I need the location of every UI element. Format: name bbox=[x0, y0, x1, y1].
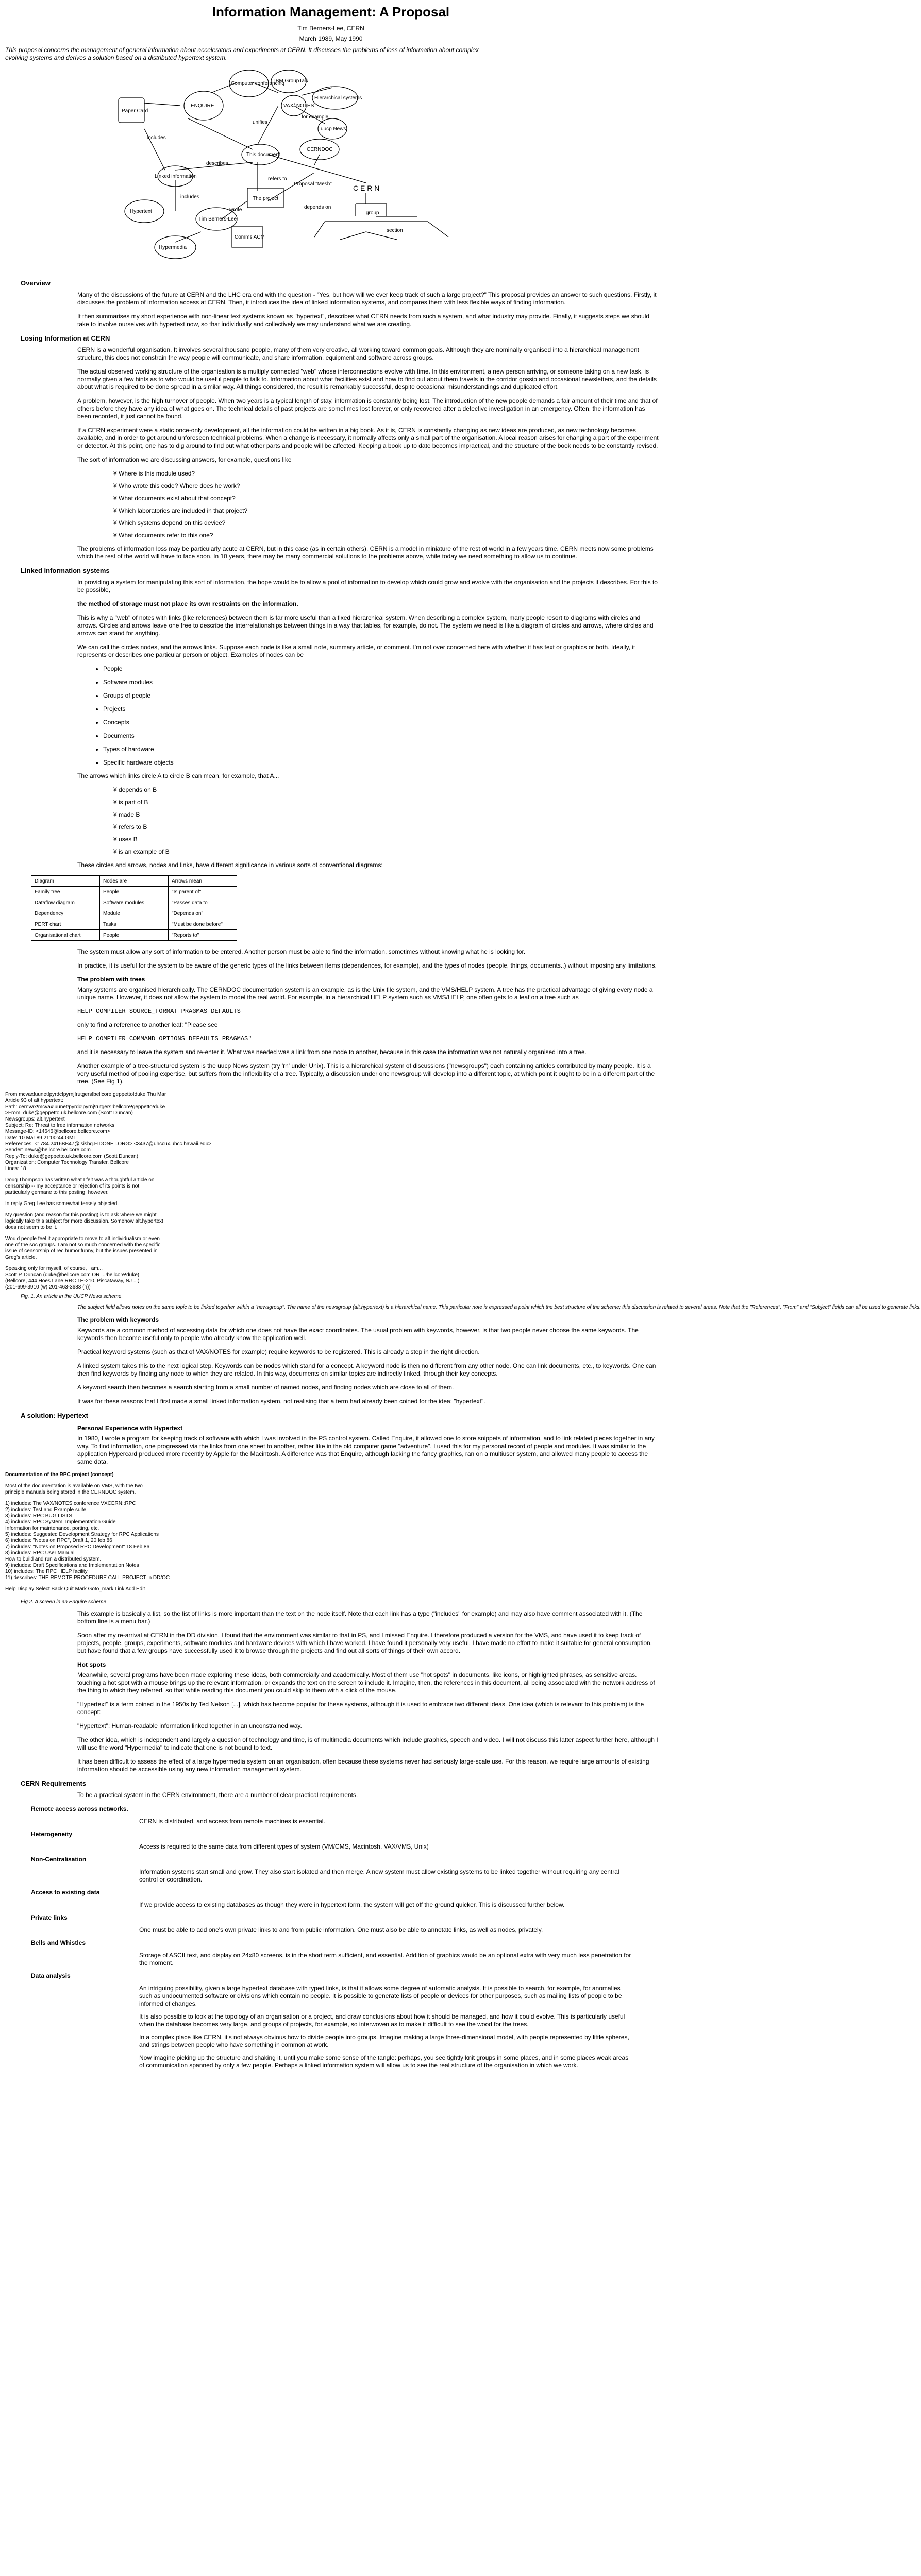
paragraph: Many systems are organised hierarchically. The CERNDOC documentation system is an example, as is the Unix file system, and the VMS/HELP system. A tree has the practical advantage of giving every node a unique name. However, it does not allow the system to model the real world. For example, in a hierarchical HELP system such as VMS/HELP, one often gets to a leaf on a tree such as bbox=[77, 986, 653, 1001]
requirement-desc: If we provide access to existing databases as though they were in hypertext form, the system will get off the ground quicker. This is discussed further below. bbox=[139, 1901, 565, 1908]
rpc-line: 1) includes: The VAX/NOTES conference VXCERN::RPC bbox=[5, 1501, 136, 1506]
list-item: ¥ made B bbox=[113, 811, 140, 818]
paragraph: In 1980, I wrote a program for keeping track of software with which I was involved in the PS control system. Called Enquire, it allowed one to store snippets of information, and to link related pieces together in any way. To find information, one progressed via the links from one sheet to another, rather like in the old computer game "adventure". I used this for my personal record of people and modules. It was similar to the application Hypercard produced more recently by Apple for the Macintosh. A difference was that Enquire, although lacking the fancy graphics, ran on a multiuser system, and allowed many people to access the same data. bbox=[77, 1435, 655, 1465]
article-line: Speaking only for myself, of course, I am... bbox=[5, 1266, 103, 1272]
article-line: Path: cernvax!mcvax!uunet!pyrdc!pyrnj!rutgers!bellcore!geppetto!duke bbox=[5, 1104, 165, 1110]
paragraph: If a CERN experiment were a static once-only development, all the information could be written in a big book. As it is, CERN is constantly changing as new ideas are produced, as new technology becomes available, and in order to get around unforeseen technical problems. When a change is necessary, it normally affects only a small part of the organisation. A local reason arises for changing a part of the experiment or detector. At this point, one has to dig around to find out what other parts and people will be affected. Keeping a book up to date becomes impractical, and the structure of the book needs to be constantly revised. bbox=[77, 427, 659, 449]
node-cerndoc: CERNDOC bbox=[307, 147, 333, 152]
table-row bbox=[31, 919, 237, 930]
heading-problem-keywords: The problem with keywords bbox=[77, 1316, 159, 1324]
heading-linked-information: Linked information systems bbox=[21, 567, 110, 574]
heading-solution: A solution: Hypertext bbox=[21, 1412, 88, 1419]
rpc-line: principle manuals being stored in the CERNDOC system. bbox=[5, 1489, 136, 1495]
node-proposal-mesh: Proposal "Mesh" bbox=[294, 181, 332, 187]
requirement-term: Heterogeneity bbox=[31, 1831, 73, 1838]
link-depends-on: depends on bbox=[304, 205, 331, 210]
article-line: Article 93 of alt.hypertext: bbox=[5, 1098, 63, 1104]
article-line: In reply Greg Lee has somewhat tersely objected. bbox=[5, 1201, 119, 1207]
rpc-line: 6) includes: "Notes on RPC", Draft 1, 20 feb 86 bbox=[5, 1538, 112, 1544]
list-item: • Software modules bbox=[103, 679, 662, 686]
help-path-1: HELP COMPILER SOURCE_FORMAT PRAGMAS DEFAULTS bbox=[77, 1008, 241, 1015]
paragraph: It has been difficult to assess the effect of a large hypermedia system on an organisation, often because these systems never had seriously large-scale use. For this reason, we require large amounts of existing information should be accessible using any new information management system. bbox=[77, 1758, 649, 1773]
node-hypermedia: Hypermedia bbox=[159, 245, 187, 250]
requirement-desc: Storage of ASCII text, and display on 24x80 screens, is in the short term sufficient, and essential. Addition of graphics would be an optional extra with very much less penetration for the moment. bbox=[139, 1952, 631, 1967]
requirements-list bbox=[0, 1805, 662, 2070]
requirement-term: Non-Centralisation bbox=[31, 1856, 87, 1863]
heading-losing-information: Losing Information at CERN bbox=[21, 334, 110, 342]
requirement-desc: CERN is distributed, and access from remote machines is essential. bbox=[139, 1818, 325, 1825]
list-item: ¥ uses B bbox=[113, 836, 138, 843]
table-cell: "Is parent of" bbox=[169, 887, 237, 897]
requirement-term: Private links bbox=[31, 1914, 68, 1921]
link-includes: includes bbox=[147, 135, 166, 141]
enquire-screen-figure bbox=[5, 1472, 662, 1581]
node-enquire: ENQUIRE bbox=[191, 103, 214, 109]
figure-caption: Fig. 1. An article in the UUCP News scheme. bbox=[21, 1294, 123, 1299]
paragraph: and it is necessary to leave the system and re-enter it. What was needed was a link from one node to another, because in this case the information was not naturally organised into a tree. bbox=[77, 1048, 587, 1056]
article-line: My question (and reason for this posting) is to ask where we might bbox=[5, 1212, 157, 1218]
question-item: ¥ What documents exist about that concept? bbox=[113, 495, 236, 502]
node-this-document: This document bbox=[246, 152, 280, 158]
diagram-types-table bbox=[31, 875, 237, 941]
node-uucp-news: uucp News bbox=[321, 126, 346, 132]
heading-problem-trees: The problem with trees bbox=[77, 976, 145, 983]
link-refers-to: refers to bbox=[268, 176, 287, 182]
paragraph-bold: the method of storage must not place its own restraints on the information. bbox=[77, 600, 298, 607]
rpc-line: 9) includes: Draft Specifications and Implementation Notes bbox=[5, 1563, 139, 1568]
node-cern: C E R N bbox=[353, 184, 380, 192]
section-solution-hypertext bbox=[0, 1412, 662, 1466]
link-wrote: wrote bbox=[229, 207, 242, 213]
article-line: logically take this subject for more discussion. Somehow alt.hypertext bbox=[5, 1218, 163, 1224]
list-item: • Documents bbox=[103, 732, 662, 739]
section-hot-spots bbox=[0, 1661, 662, 1773]
paragraph: It is also possible to look at the topology of an organisation or a project, and draw conclusions about how it should be managed, and how it could evolve. This is particularly useful when the database becomes very large, and groups of projects, for example, so interwoven as to make it difficult to see the wood for the trees. bbox=[139, 2013, 625, 2028]
table-header: Arrows mean bbox=[169, 876, 237, 887]
requirement-term: Bells and Whistles bbox=[31, 1939, 86, 1946]
node-group: group bbox=[366, 210, 379, 216]
list-item: ¥ is part of B bbox=[113, 799, 148, 806]
paragraph: The actual observed working structure of the organisation is a multiply connected "web" whose interconnections evolve with time. In this environment, a new person arriving, or someone taking on a new task, is normally given a few hints as to who would be useful people to talk to. Information about what facilities exist and how to find out about them travels in the corridor gossip and occasional newsletters, and the details about what is required to be done spread in a similar way. All things considered, the result is remarkably successful, despite occasional misunderstandings and duplicated effort. bbox=[77, 368, 657, 391]
rpc-line: 2) includes: Test and Example suite bbox=[5, 1507, 87, 1513]
news-article-figure bbox=[5, 1092, 366, 1291]
paragraph: A keyword search then becomes a search starting from a small number of named nodes, and finding nodes which are close to all of them. bbox=[77, 1384, 454, 1391]
heading-cern-requirements: CERN Requirements bbox=[21, 1780, 87, 1787]
rpc-line: 7) includes: "Notes on Proposed RPC Development" 18 Feb 86 bbox=[5, 1544, 150, 1550]
article-line: does not seem to be it. bbox=[5, 1225, 58, 1230]
table-cell: Dependency bbox=[31, 908, 100, 919]
node-hypertext: Hypertext bbox=[130, 209, 152, 214]
question-item: ¥ Which systems depend on this device? bbox=[113, 519, 226, 527]
rpc-line: 3) includes: RPC BUG LISTS bbox=[5, 1513, 73, 1519]
article-line: Date: 10 Mar 89 21:00:44 GMT bbox=[5, 1135, 77, 1141]
requirement-desc: Access is required to the same data from different types of system (VM/CMS, Macintosh, VAX/VMS, Unix) bbox=[139, 1843, 429, 1850]
table-cell: Software modules bbox=[100, 897, 169, 908]
article-line: Scott P. Duncan (duke@bellcore.com OR ...!bellcore!duke) bbox=[5, 1272, 140, 1278]
figure-note: The subject field allows notes on the same topic to be linked together within a "newsgroup". The name of the newsgroup (alt.hypertext) is a hierarchical name. This particular note is expressed a point which the best structure of the scheme; this discussion is related to several areas. Note that the "References", "From" and "Subject" fields can all be used to generate links. bbox=[77, 1304, 921, 1310]
section-problem-keywords bbox=[0, 1316, 662, 1405]
link-for-example: for example bbox=[302, 114, 329, 120]
heading-overview: Overview bbox=[21, 279, 51, 287]
list-item: • Concepts bbox=[103, 719, 662, 726]
figure-caption: Fig 2. A screen in an Enquire scheme bbox=[21, 1599, 107, 1605]
list-item: • Projects bbox=[103, 705, 662, 713]
rpc-line: 8) includes: RPC User Manual bbox=[5, 1550, 75, 1556]
paragraph: Meanwhile, several programs have been made exploring these ideas, both commercially and academically. Most of them use "hot spots" in documents, like icons, or highlighted phrases, as sensitive areas. touching a hot spot with a mouse brings up the relevant information, or expands the text on the screen to include it. Imagine, then, the references in this document, all being associated with the network address of the thing to which they referred, so that while reading this document you could skip to them with a click of the mouse. bbox=[77, 1671, 655, 1694]
paragraph: The sort of information we are discussing answers, for example, questions like bbox=[77, 456, 292, 463]
table-cell: "Reports to" bbox=[169, 930, 237, 941]
node-section: section bbox=[387, 228, 403, 233]
article-line: Lines: 18 bbox=[5, 1166, 26, 1172]
rpc-line: How to build and run a distributed system. bbox=[5, 1556, 102, 1562]
paragraph: A problem, however, is the high turnover of people. When two years is a typical length of stay, information is constantly being lost. The introduction of the new people demands a fair amount of their time and that of others before they have any idea of what goes on. The technical details of past projects are sometimes lost forever, or only recovered after a detective investigation in an emergency. Often, the information has been recorded, it just cannot be found. bbox=[77, 397, 658, 420]
link-includes2: includes bbox=[180, 194, 199, 200]
paragraph: It then summarises my short experience with non-linear text systems known as "hypertext", describes what CERN needs from such a system, and what industry may provide. Finally, it suggests steps we should take to involve ourselves with hypertext now, so that individually and collectively we may understand what we are creating. bbox=[77, 313, 650, 328]
table-cell: Tasks bbox=[100, 919, 169, 930]
paragraph: "Hypertext" is a term coined in the 1950s by Ted Nelson [...], which has become popular for these systems, although it is used to embrace two different ideas. One idea (which is relevant to this problem) is the concept: bbox=[77, 1701, 644, 1716]
article-line: Would people feel it appropriate to move to alt.individualism or even bbox=[5, 1236, 160, 1242]
paragraph: Keywords are a common method of accessing data for which one does not have the exact coordinates. The usual problem with keywords, however, is that two people never choose the same keywords. The keywords then become useful only to people who already know the application well. bbox=[77, 1327, 639, 1342]
article-line: one of the soc groups. I am not so much concerned with the specific bbox=[5, 1242, 161, 1248]
table-cell: "Depends on" bbox=[169, 908, 237, 919]
table-header: Diagram bbox=[31, 876, 100, 887]
article-line: Newsgroups: alt.hypertext bbox=[5, 1116, 65, 1122]
table-cell: People bbox=[100, 887, 169, 897]
list-item: • Specific hardware objects bbox=[103, 759, 662, 766]
abstract-line: This proposal concerns the management of general information about accelerators and experiments at CERN. It discusses the problems of loss of information about complex bbox=[5, 46, 479, 54]
article-line: (201-699-3910 (w) 201-463-3683 (h)) bbox=[5, 1284, 91, 1290]
paragraph: A linked system takes this to the next logical step. Keywords can be nodes which stand for a concept. A keyword node is then no different from any other node. One can link documents, etc., to keywords. One can then find keywords by finding any node to which they are related. In this way, documents on similar topics are indirectly linked, through their key concepts. bbox=[77, 1362, 656, 1377]
paragraph: Many of the discussions of the future at CERN and the LHC era end with the question - "Yes, but how will we ever keep track of such a large project?" This proposal provides an answer to such questions. Firstly, it discusses the problem of information access at CERN. Then, it introduces the idea of linked information systems, and compares them with less flexible ways of finding information. bbox=[77, 291, 657, 306]
table-cell: Dataflow diagram bbox=[31, 897, 100, 908]
section-overview bbox=[0, 279, 662, 328]
paragraph: The other idea, which is independent and largely a question of technology and time, is of multimedia documents which include graphics, speech and video. I will not discuss this latter aspect further here, although I will use the word "Hypermedia" to indicate that one is not bound to text. bbox=[77, 1736, 658, 1751]
section-problem-trees bbox=[0, 976, 662, 1086]
doc-date: March 1989, May 1990 bbox=[299, 35, 363, 42]
list-item: ¥ refers to B bbox=[113, 823, 147, 831]
rpc-line: Most of the documentation is available on VMS, with the two bbox=[5, 1483, 143, 1489]
list-item: ¥ depends on B bbox=[113, 786, 157, 793]
requirement-desc: One must be able to add one's own private links to and from public information. One must also be able to annotate links, as well as nodes, privately. bbox=[139, 1926, 543, 1934]
table-cell: Module bbox=[100, 908, 169, 919]
list-item: • Groups of people bbox=[103, 692, 662, 699]
question-item: ¥ Where is this module used? bbox=[113, 470, 195, 477]
article-line: particularly germane to this posting, however. bbox=[5, 1190, 109, 1195]
paragraph: The system must allow any sort of information to be entered. Another person must be able to find the information, sometimes without knowing what he is looking for. bbox=[77, 948, 526, 955]
rpc-line: Information for maintenance, porting, etc. bbox=[5, 1526, 99, 1531]
paragraph: Another example of a tree-structured system is the uucp News system (try 'rn' under Unix). This is a hierarchical system of discussions ("newsgroups") each containing articles contributed by many people. It is a very useful method of pooling expertise, but suffers from the inflexibility of a tree. Typically, a discussion under one newsgroup will develop into a different topic, at which point it ought to be in a different part of the tree. (See Fig 1). bbox=[77, 1062, 655, 1085]
heading-personal-experience: Personal Experience with Hypertext bbox=[77, 1425, 183, 1432]
paragraph: This is why a "web" of notes with links (like references) between them is far more useful than a fixed hierarchical system. When describing a complex system, many people resort to diagrams with circles and arrows. Circles and arrows leave one free to describe the interrelationships between things in a way that tables, for example, do not. The system we need is like a diagram of circles and arrows, where circles and arrows can stand for anything. bbox=[77, 614, 654, 637]
list-item: • Types of hardware bbox=[103, 745, 662, 753]
paragraph: In practice, it is useful for the system to be aware of the generic types of the links between items (dependences, for example), and the types of nodes (people, things, documents..) without imposing any limitations. bbox=[77, 962, 657, 969]
node-paper-card: Paper Card bbox=[122, 108, 148, 114]
table-cell: "Passes data to" bbox=[169, 897, 237, 908]
article-line: Subject: Re: Threat to free information networks bbox=[5, 1123, 115, 1128]
rpc-line: 4) includes: RPC System: Implementation Guide bbox=[5, 1519, 116, 1525]
node-the-project: The project bbox=[253, 196, 279, 201]
paragraph: The problems of information loss may be particularly acute at CERN, but in this case (as in certain others), CERN is a model in miniature of the rest of world in a few years time. CERN meets now some problems which the rest of the world will have to face soon. In 10 years, there may be many commercial solutions to the problems above, while today we need something to allow us to continue. bbox=[77, 545, 654, 560]
requirement-desc: Information systems start small and grow. They also start isolated and then merge. A new system must allow existing systems to be linked together without requiring any central control or coordination. bbox=[139, 1868, 619, 1883]
article-line: (Bellcore, 444 Hoes Lane RRC 1H-210, Piscataway, NJ ...) bbox=[5, 1278, 140, 1284]
help-path-2: HELP COMPILER COMMAND OPTIONS DEFAULTS PRAGMAS" bbox=[77, 1035, 252, 1042]
article-line: Organization: Computer Technology Transfer, Bellcore bbox=[5, 1160, 129, 1165]
node-examples-list bbox=[103, 665, 662, 766]
question-item: ¥ Who wrote this code? Where does he work? bbox=[113, 482, 240, 489]
table-cell: PERT chart bbox=[31, 919, 100, 930]
doc-title: Information Management: A Proposal bbox=[212, 4, 450, 20]
paragraph: To be a practical system in the CERN environment, there are a number of clear practical requirements. bbox=[77, 1791, 358, 1799]
list-item: • People bbox=[103, 665, 662, 672]
rpc-line: 10) includes: The RPC HELP facility bbox=[5, 1569, 88, 1574]
table-cell: People bbox=[100, 930, 169, 941]
table-row bbox=[31, 876, 237, 887]
doc-abstract bbox=[5, 46, 660, 62]
enquire-menu-bar: Help Display Select Back Quit Mark Goto_mark Link Add Edit bbox=[5, 1586, 145, 1592]
requirement-term: Data analysis bbox=[31, 1972, 71, 1979]
node-computer-conferencing: Computer conferencing bbox=[231, 81, 284, 87]
requirement-term: Remote access across networks. bbox=[31, 1805, 128, 1812]
node-vax-notes: VAX/ NOTES bbox=[283, 103, 314, 109]
question-item: ¥ Which laboratories are included in that project? bbox=[113, 507, 248, 514]
paragraph: "Hypertext": Human-readable information linked together in an unconstrained way. bbox=[77, 1722, 302, 1730]
table-cell: Organisational chart bbox=[31, 930, 100, 941]
node-hierarchical-systems: Hierarchical systems bbox=[314, 95, 362, 101]
rpc-line: 11) describes: THE REMOTE PROCEDURE CALL PROJECT in DD/OC bbox=[5, 1575, 170, 1581]
article-line: From mcvax!uunet!pyrdc!pyrnj!rutgers!bellcore!geppetto!duke Thu Mar bbox=[5, 1092, 166, 1097]
heading-hot-spots: Hot spots bbox=[77, 1661, 106, 1668]
node-linked-information: Linked information bbox=[155, 174, 197, 179]
link-unifies: unifies bbox=[253, 120, 267, 125]
question-item: ¥ What documents refer to this one? bbox=[113, 532, 213, 539]
node-ibm-groupware: IBM GroupTalk bbox=[274, 78, 309, 84]
table-row bbox=[31, 887, 237, 897]
paragraph: In a complex place like CERN, it's not always obvious how to divide people into groups. Imagine making a large three-dimensional model, with people represented by little spheres, and strings between people who have something in common at work. bbox=[139, 2033, 629, 2048]
table-cell: Family tree bbox=[31, 887, 100, 897]
node-tim-berners-lee: Tim Berners-Lee bbox=[198, 216, 237, 222]
doc-author: Tim Berners-Lee, CERN bbox=[297, 25, 364, 32]
table-header: Nodes are bbox=[100, 876, 169, 887]
paragraph: CERN is a wonderful organisation. It involves several thousand people, many of them very creative, all working toward common goals. Although they are nominally organised into a hierarchical management structure, this does not constrain the way people will communicate, and share information, equipment and software across groups. bbox=[77, 346, 639, 361]
article-line: censorship -- my acceptance or rejection of its points is not bbox=[5, 1183, 140, 1189]
paragraph: It was for these reasons that I first made a small linked information system, not realising that a term had already been coined for the idea: "hypertext". bbox=[77, 1398, 485, 1405]
section-linked-information bbox=[0, 567, 662, 970]
table-row bbox=[31, 930, 237, 941]
paragraph: This example is basically a list, so the list of links is more important than the text on the node itself. Note that each link has a type ("includes" for example) and may also have comment associated with it. (The bottom line is a menu bar.) bbox=[77, 1610, 643, 1625]
paragraph: only to find a reference to another leaf: "Please see bbox=[77, 1021, 218, 1028]
article-line: issue of censorship of rec.humor.funny, but the issues presented in bbox=[5, 1248, 158, 1254]
article-line: >From: duke@geppetto.uk.bellcore.com (Scott Duncan) bbox=[5, 1110, 133, 1116]
table-cell: "Must be done before" bbox=[169, 919, 237, 930]
section-solution-continued bbox=[0, 1610, 662, 1655]
main-content bbox=[0, 273, 921, 2075]
article-line: Greg's article. bbox=[5, 1255, 37, 1260]
paragraph: Practical keyword systems (such as that of VAX/NOTES for example) require keywords to be registered. This is already a step in the right direction. bbox=[77, 1348, 480, 1355]
paragraph: The arrows which links circle A to circle B can mean, for example, that A... bbox=[77, 772, 279, 779]
abstract-line: evolving systems and derives a solution based on a distributed hypertext system. bbox=[5, 54, 227, 61]
section-losing-information bbox=[0, 334, 662, 561]
rpc-title: Documentation of the RPC project (concept) bbox=[5, 1472, 114, 1478]
rpc-line: 5) includes: Suggested Development Strategy for RPC Applications bbox=[5, 1532, 159, 1537]
article-line: Sender: news@bellcore.bellcore.com bbox=[5, 1147, 91, 1153]
paragraph: Soon after my re-arrival at CERN in the DD division, I found that the environment was similar to that in PS, and I missed Enquire. I therefore produced a version for the VMS, and have used it to keep track of projects, people, groups, experiments, software modules and hardware devices with which I have worked. I have found it personally very useful. I have made no effort to make it suitable for general consumption, but have found that a few groups have successfully used it to browse through the projects and find out all sorts of things of their own accord. bbox=[77, 1632, 652, 1654]
requirement-desc: An intriguing possibility, given a large hypertext database with typed links, is that it allows some degree of automatic analysis. It is possible to search, for example, for anomalies such as undocumented software or divisions which contain no people. It is possible to generate lists of people or devices for other purposes, such as mailing lists of people to be informed of changes. bbox=[139, 1985, 622, 2007]
table-row bbox=[31, 897, 237, 908]
link-describes: describes bbox=[206, 161, 228, 166]
paragraph: Now imagine picking up the structure and shaking it, until you make some sense of the tangle: perhaps, you see tightly knit groups in some places, and in some places weak areas of communication spanned by only a few people. Perhaps a linked information system will allow us to see the real structure of the organisation in which we work. bbox=[139, 2054, 629, 2069]
paragraph: These circles and arrows, nodes and links, have different significance in various sorts of conventional diagrams: bbox=[77, 861, 383, 869]
article-line: References: <1784.2416BB47@isishq.FIDONET.ORG> <3437@uhccux.uhcc.hawaii.edu> bbox=[5, 1141, 211, 1147]
article-line: Reply-To: duke@geppetto.uk.bellcore.com (Scott Duncan) bbox=[5, 1154, 139, 1159]
article-line: Doug Thompson has written what I felt was a thoughtful article on bbox=[5, 1177, 155, 1183]
arrow-meanings-list bbox=[113, 786, 662, 855]
list-item: ¥ is an example of B bbox=[113, 848, 170, 855]
section-cern-requirements bbox=[0, 1780, 662, 2070]
node-comms-acm: Comms ACM bbox=[235, 234, 265, 240]
table-row bbox=[31, 908, 237, 919]
article-line: Message-ID: <14646@bellcore.bellcore.com> bbox=[5, 1129, 110, 1134]
paragraph: We can call the circles nodes, and the arrows links. Suppose each node is like a small note, summary article, or comment. I'm not over concerned here with whether it has text or graphics or both. Ideally, it represents or describes one particular person or object. Examples of nodes can be bbox=[77, 643, 635, 658]
paragraph: In providing a system for manipulating this sort of information, the hope would be to allow a pool of information to develop which could grow and evolve with the organisation and the projects it describes. For this to be possible, bbox=[77, 579, 658, 594]
requirement-term: Access to existing data bbox=[31, 1889, 100, 1896]
mesh-diagram bbox=[98, 62, 490, 268]
question-list bbox=[113, 470, 662, 539]
